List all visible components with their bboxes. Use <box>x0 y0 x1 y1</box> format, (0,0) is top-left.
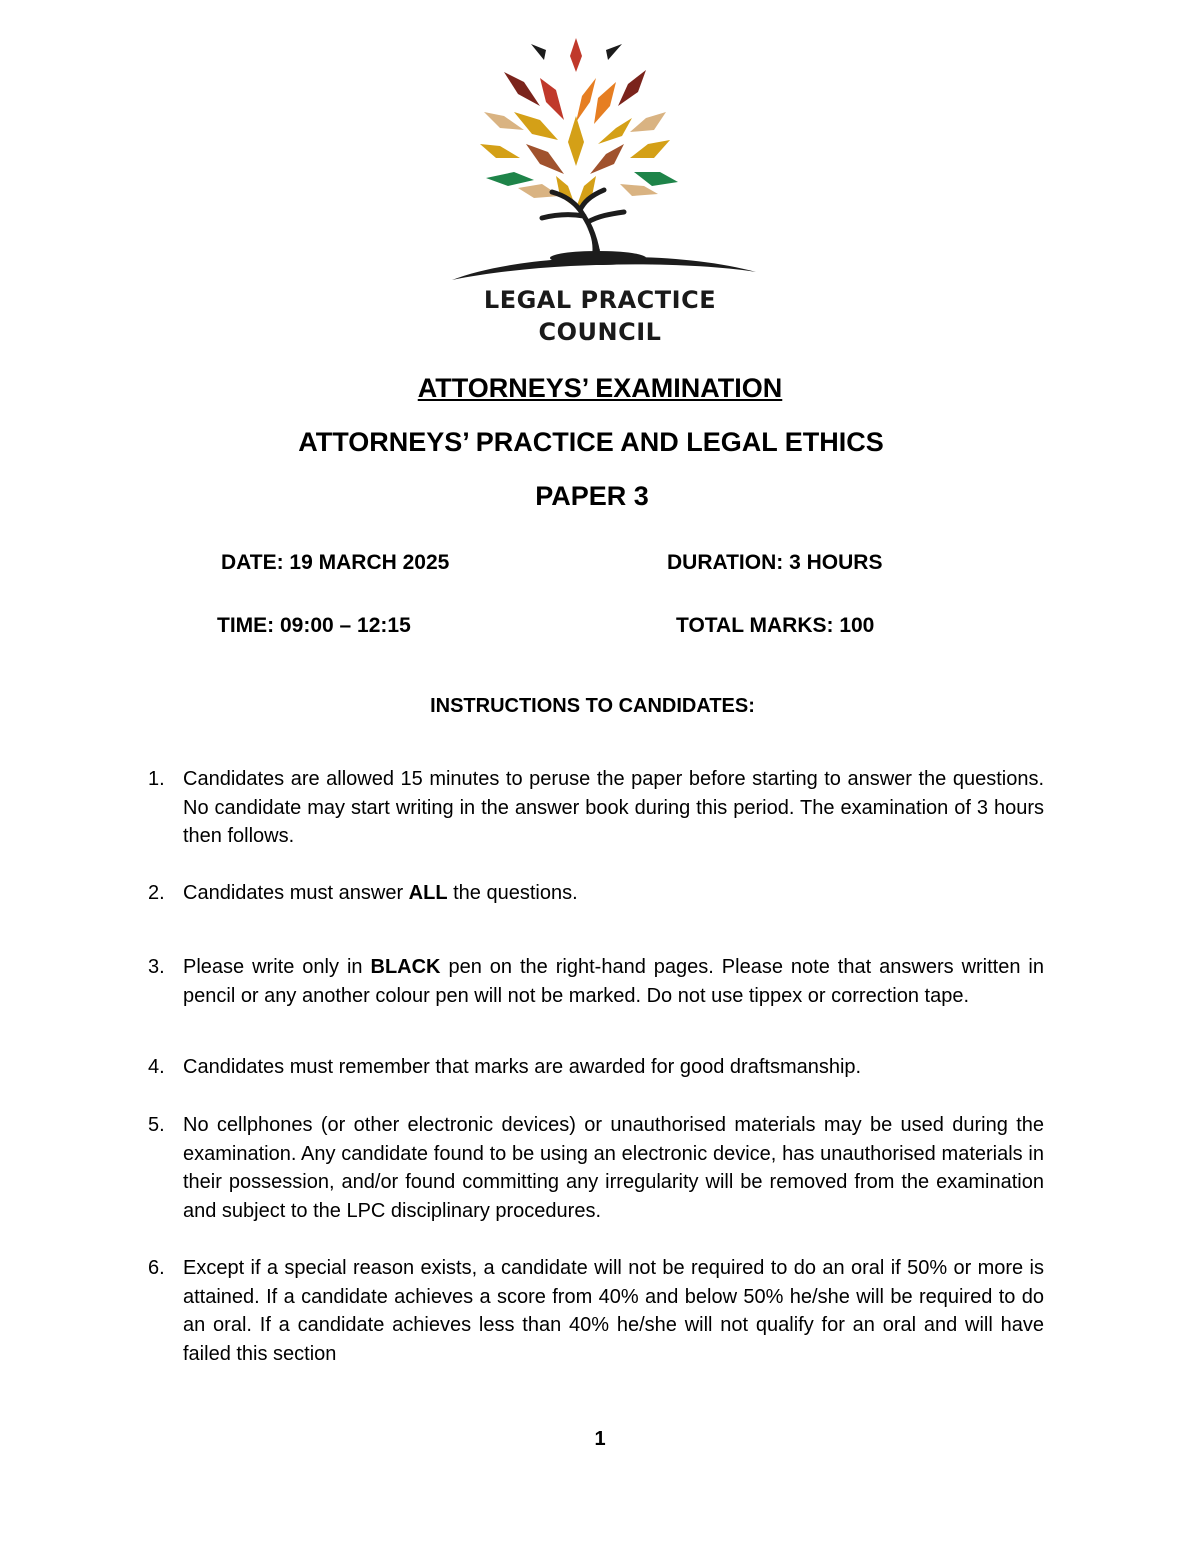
logo-leaf <box>486 172 534 186</box>
logo-leaf <box>526 144 564 174</box>
logo-leaf <box>531 44 546 60</box>
item-number: 2. <box>148 882 165 904</box>
logo-leaf <box>568 116 584 166</box>
total-marks: TOTAL MARKS: 100 <box>676 614 875 637</box>
exam-time: TIME: 09:00 – 12:15 <box>217 614 411 637</box>
legal-practice-council-logo <box>448 36 760 286</box>
logo-leaf <box>590 144 624 174</box>
logo-leaf <box>504 72 540 106</box>
logo-leaf <box>570 38 582 72</box>
subject-title: ATTORNEYS’ PRACTICE AND LEGAL ETHICS <box>298 427 884 457</box>
item-text: Please write only in BLACK pen on the right-hand pages. Please note that answers written in pencil or any another colour pen will not be marked. Do not use tippex or correction tape. <box>183 956 1044 1007</box>
logo-leaf <box>576 78 596 122</box>
item-number: 6. <box>148 1257 165 1279</box>
logo-leaf <box>480 144 520 158</box>
item-text: Except if a special reason exists, a candidate will not be required to do an oral if 50% or more is attained. If a candidate achieves a score from 40% and below 50% he/she will be required to do an oral. If a candidate achieves less than 40% he/she will not qualify for an oral and will have failed this section <box>183 1257 1044 1365</box>
item-text: No cellphones (or other electronic devices) or unauthorised materials may be used during the examination. Any candidate found to be using an electronic device, has unauthorised materials in their possession, and/or found committing any irregularity will be removed from the examination and subject to the LPC disciplinary procedures. <box>183 1114 1044 1222</box>
item-text: Candidates must answer ALL the questions. <box>183 882 578 904</box>
page-number: 1 <box>594 1428 606 1450</box>
logo-leaf <box>514 112 558 140</box>
emphasis-text: BLACK <box>370 956 441 978</box>
exam-date: DATE: 19 MARCH 2025 <box>221 551 450 574</box>
logo-leaf <box>540 78 564 120</box>
paper-title: PAPER 3 <box>535 481 649 511</box>
organization-name-line1: LEGAL PRACTICE <box>483 286 717 314</box>
instructions-heading: INSTRUCTIONS TO CANDIDATES: <box>430 695 755 717</box>
logo-leaf <box>630 140 670 158</box>
emphasis-text: ALL <box>408 882 448 904</box>
logo-ground <box>550 251 646 265</box>
item-number: 3. <box>148 956 165 978</box>
item-text: Candidates must remember that marks are awarded for good draftsmanship. <box>183 1056 862 1078</box>
organization-name-line2: COUNCIL <box>538 318 662 346</box>
item-number: 1. <box>148 768 165 790</box>
logo-leaf <box>630 112 666 132</box>
logo-leaf <box>634 172 678 186</box>
item-number: 4. <box>148 1056 165 1078</box>
exam-duration: DURATION: 3 HOURS <box>667 551 883 574</box>
logo-leaf <box>618 70 646 106</box>
item-number: 5. <box>148 1114 165 1136</box>
logo-leaf <box>594 82 616 124</box>
logo-leaf <box>606 44 622 60</box>
logo-leaf <box>598 118 632 144</box>
exam-title: ATTORNEYS’ EXAMINATION <box>417 373 783 403</box>
item-text: Candidates are allowed 15 minutes to peruse the paper before starting to answer the questions. No candidate may start writing in the answer book during this period. The examination of 3 hours then follows. <box>183 768 1044 847</box>
